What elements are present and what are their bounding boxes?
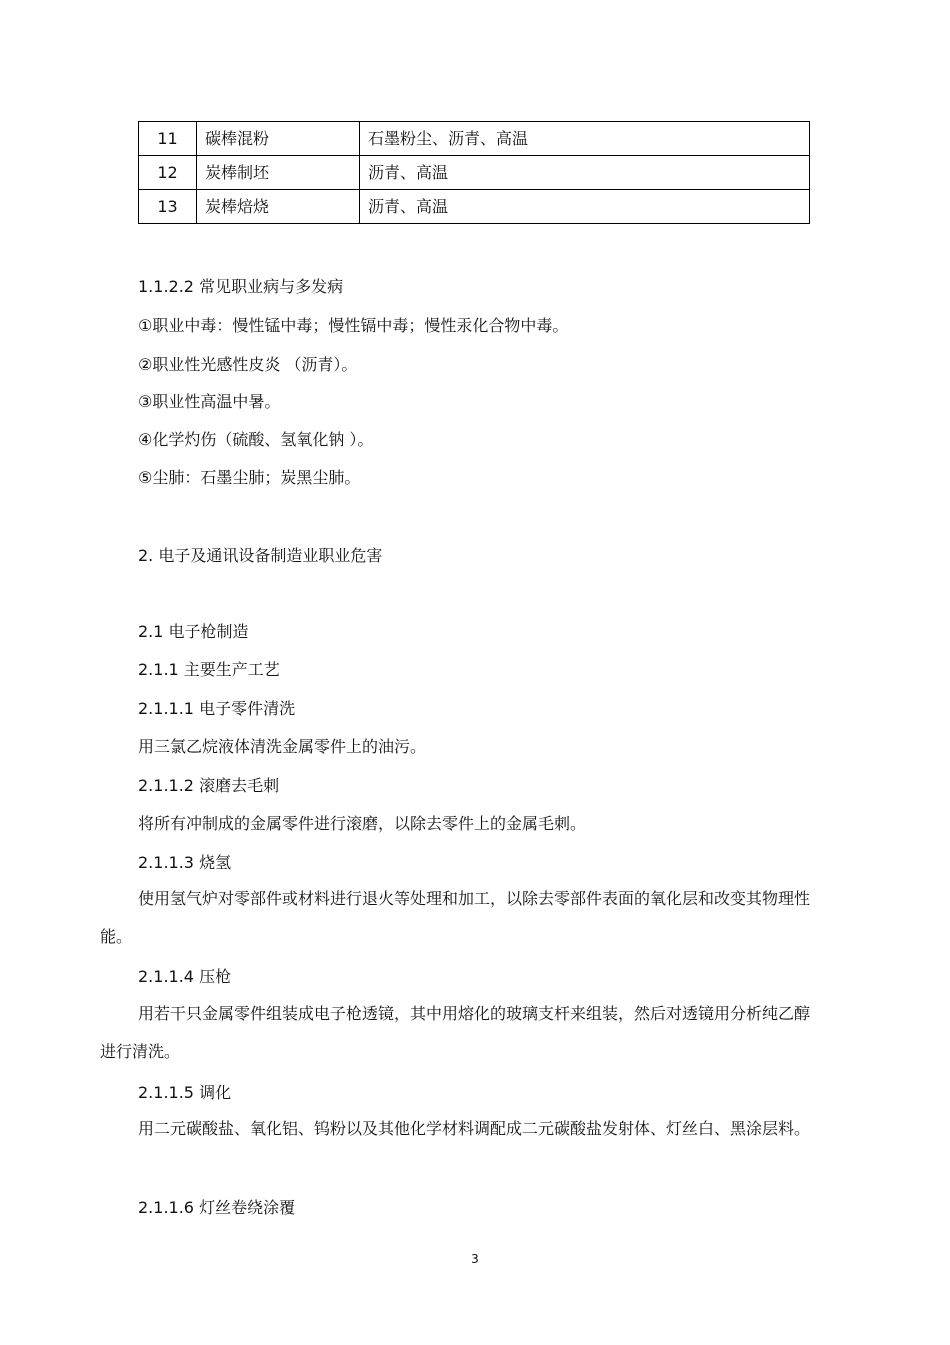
section-heading: 2.1.1.6 灯丝卷绕涂覆: [138, 1198, 296, 1217]
list-item: ②职业性光感性皮炎 （沥青）。: [138, 355, 358, 374]
list-item: ⑤尘肺：石墨尘肺；炭黑尘肺。: [138, 468, 361, 487]
table-cell-hazards: 沥青、高温: [360, 190, 810, 224]
table-cell-process: 碳棒混粉: [197, 122, 360, 156]
table-cell-number: 12: [139, 156, 197, 190]
page-number: 3: [471, 1252, 479, 1266]
list-item: ③职业性高温中暑。: [138, 392, 281, 411]
section-heading: 2.1.1.2 滚磨去毛刺: [138, 776, 280, 795]
table-row: [139, 156, 810, 190]
table-cell-hazards: 石墨粉尘、沥青、高温: [360, 122, 810, 156]
paragraph: 用若干只金属零件组装成电子枪透镜，其中用熔化的玻璃支杆来组装，然后对透镜用分析纯乙醇进行清洗。: [100, 1004, 811, 1061]
section-heading: 2.1.1.1 电子零件清洗: [138, 699, 296, 718]
paragraph: 用三氯乙烷液体清洗金属零件上的油污。: [138, 737, 427, 756]
section-heading: 2.1.1.4 压枪: [138, 967, 232, 986]
list-item: ④化学灼伤（硫酸、氢氧化钠 ）。: [138, 430, 374, 449]
table-cell-hazards: 沥青、高温: [360, 156, 810, 190]
paragraph: 用二元碳酸盐、氧化铝、钨粉以及其他化学材料调配成二元碳酸盐发射体、灯丝白、黑涂层料。: [138, 1119, 811, 1138]
table-cell-process: 炭棒焙烧: [197, 190, 360, 224]
section-heading: 1.1.2.2 常见职业病与多发病: [138, 277, 344, 296]
table-cell-process: 炭棒制坯: [197, 156, 360, 190]
list-item: ①职业中毒：慢性锰中毒；慢性镉中毒；慢性汞化合物中毒。: [138, 316, 569, 335]
table-cell-number: 11: [139, 122, 197, 156]
table-row: [139, 190, 810, 224]
section-heading: 2.1.1 主要生产工艺: [138, 660, 280, 679]
table-cell-number: 13: [139, 190, 197, 224]
chapter-title: 2. 电子及通讯设备制造业职业危害: [138, 546, 383, 565]
paragraph: 使用氢气炉对零部件或材料进行退火等处理和加工，以除去零部件表面的氧化层和改变其物理性能。: [100, 889, 811, 946]
section-heading: 2.1.1.3 烧氢: [138, 853, 232, 872]
hazard-table: [138, 121, 810, 224]
section-heading: 2.1.1.5 调化: [138, 1083, 232, 1102]
table-row: [139, 122, 810, 156]
paragraph: 将所有冲制成的金属零件进行滚磨，以除去零件上的金属毛刺。: [138, 814, 587, 833]
section-heading: 2.1 电子枪制造: [138, 622, 249, 641]
